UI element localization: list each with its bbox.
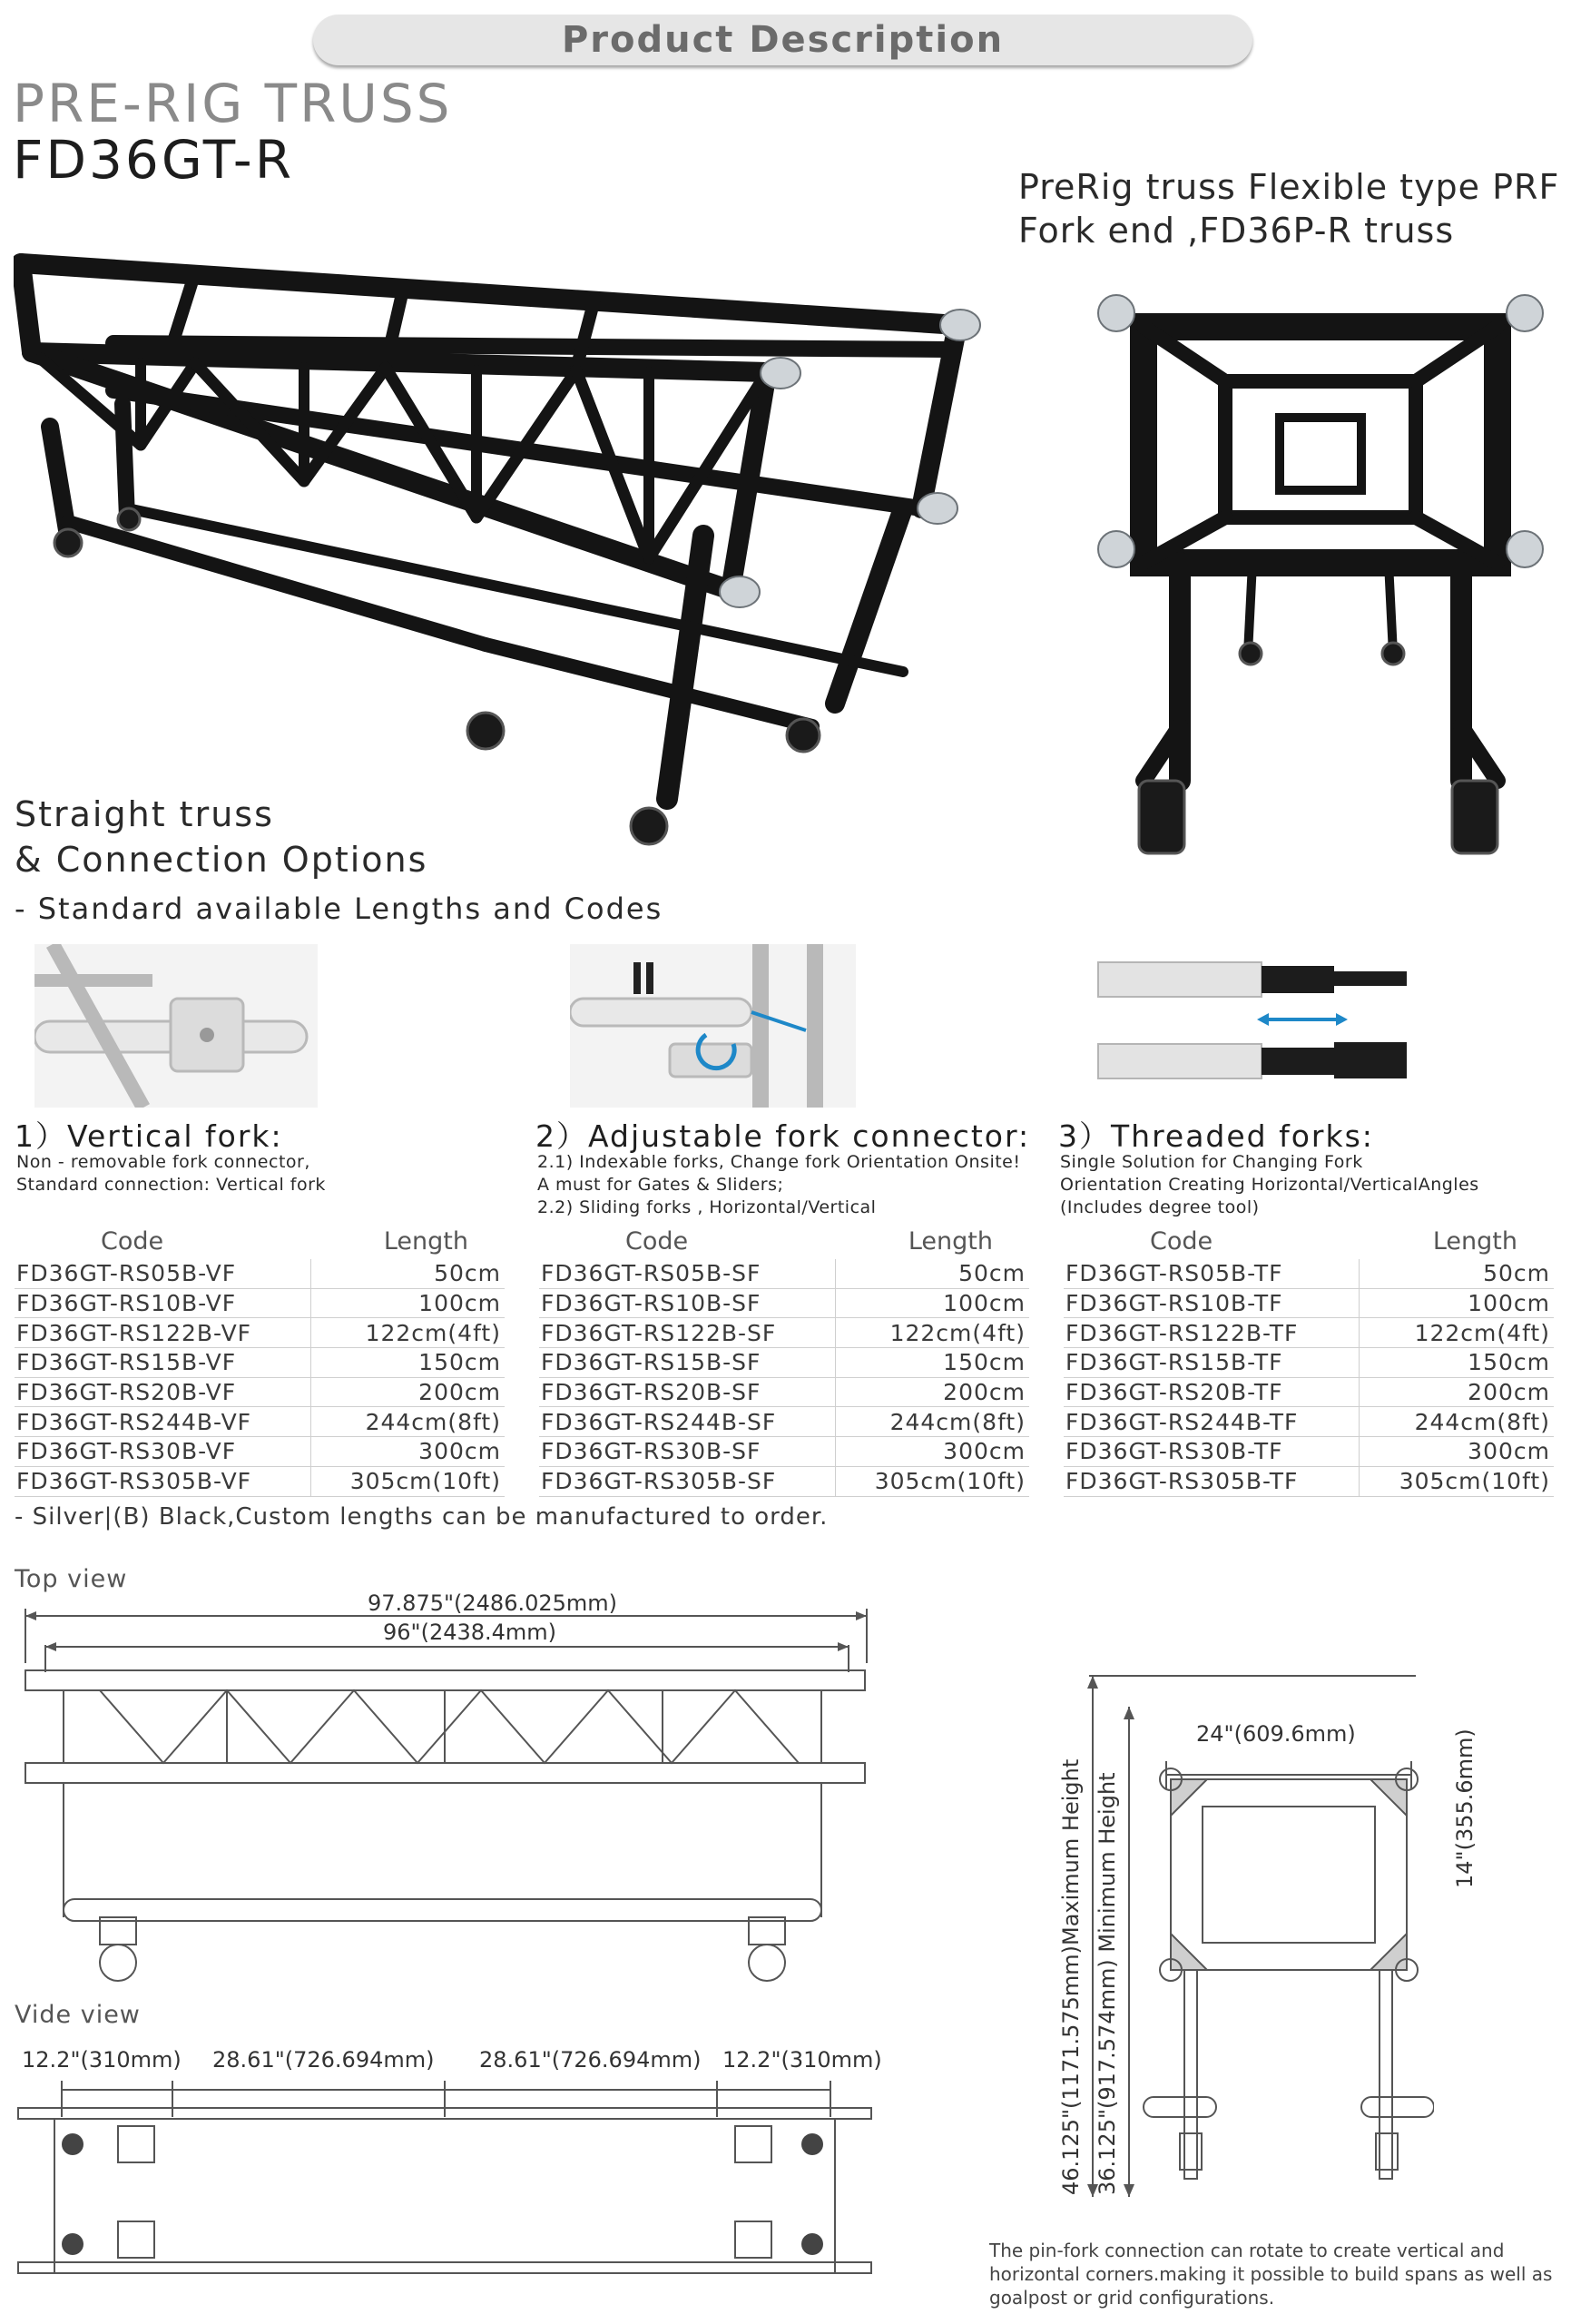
truss-end-photo (1089, 272, 1561, 890)
footer-note: The pin-fork connection can rotate to create vertical and horizontal corners.making it possible to build spans as well as goalpost or grid configurations. (989, 2240, 1553, 2309)
table-row (1064, 1318, 1554, 1348)
length-cell: 200cm (836, 1377, 1029, 1407)
section-heading-line2: & Connection Options (15, 840, 428, 880)
table-row (1064, 1348, 1554, 1378)
code-cell: FD36GT-RS20B-SF (539, 1377, 836, 1407)
table-row (539, 1288, 1029, 1318)
product-model: FD36GT-R (13, 129, 295, 191)
length-cell: 122cm(4ft) (1359, 1318, 1554, 1348)
table-row (539, 1407, 1029, 1437)
option-vertical-fork-desc: Non - removable fork connector, Standard connection: Vertical fork (16, 1152, 326, 1195)
top-dim-overall: 97.875"(2486.025mm) (368, 1590, 618, 1616)
code-cell: FD36GT-RS122B-TF (1064, 1318, 1359, 1348)
side-caption-line2: Fork end ,FD36P-R truss (1018, 211, 1455, 251)
truss-photo (14, 245, 1003, 881)
length-cell: 300cm (311, 1437, 505, 1467)
length-cell: 150cm (1359, 1348, 1554, 1378)
table-row (15, 1259, 505, 1288)
code-header: Code (1150, 1227, 1213, 1256)
side-dim-span-right: 28.61"(726.694mm) (479, 2047, 702, 2073)
option-threaded-fork-title: 3）Threaded forks: (1058, 1118, 1374, 1154)
header-banner (313, 15, 1252, 65)
code-cell: FD36GT-RS05B-TF (1064, 1259, 1359, 1288)
table-row (15, 1466, 505, 1496)
side-dim-end-right: 12.2"(310mm) (722, 2047, 882, 2073)
code-cell: FD36GT-RS05B-SF (539, 1259, 836, 1288)
length-cell: 244cm(8ft) (1359, 1407, 1554, 1437)
side-caption-line1: PreRig truss Flexible type PRF (1018, 167, 1560, 207)
code-cell: FD36GT-RS10B-TF (1064, 1288, 1359, 1318)
code-cell: FD36GT-RS20B-TF (1064, 1377, 1359, 1407)
end-dim-height: 14"(355.6mm) (1452, 1728, 1478, 1888)
side-view-drawing (9, 2063, 880, 2308)
table-row (1064, 1466, 1554, 1496)
table-row (1064, 1259, 1554, 1288)
code-cell: FD36GT-RS15B-SF (539, 1348, 836, 1378)
table-row (15, 1288, 505, 1318)
code-header: Code (625, 1227, 689, 1256)
top-view-drawing (9, 1590, 880, 1990)
table-row (1064, 1377, 1554, 1407)
length-cell: 305cm(10ft) (1359, 1466, 1554, 1496)
length-cell: 122cm(4ft) (311, 1318, 505, 1348)
code-cell: FD36GT-RS305B-SF (539, 1466, 836, 1496)
code-cell: FD36GT-RS244B-TF (1064, 1407, 1359, 1437)
length-cell: 305cm(10ft) (311, 1466, 505, 1496)
product-title: PRE-RIG TRUSS (13, 73, 453, 134)
section-subheading: - Standard available Lengths and Codes (15, 891, 663, 926)
adjustable-fork-photo (570, 944, 856, 1108)
length-cell: 122cm(4ft) (836, 1318, 1029, 1348)
table-row (15, 1377, 505, 1407)
length-header: Length (908, 1227, 993, 1256)
code-cell: FD36GT-RS15B-VF (15, 1348, 311, 1378)
end-dim-max-height: 46.125"(1171.575mm)Maximum Height (1058, 1758, 1084, 2195)
end-dim-width: 24"(609.6mm) (1196, 1721, 1356, 1747)
code-header: Code (101, 1227, 164, 1256)
table-row (539, 1437, 1029, 1467)
vertical-fork-table (15, 1221, 505, 1497)
option-vertical-fork-title: 1）Vertical fork: (15, 1118, 283, 1154)
top-view-label: Top view (15, 1565, 128, 1593)
code-cell: FD36GT-RS30B-TF (1064, 1437, 1359, 1467)
length-header: Length (1432, 1227, 1517, 1256)
table-row (539, 1318, 1029, 1348)
end-dim-min-height: 36.125"(917.574mm) Minimum Height (1095, 1772, 1120, 2195)
table-row (539, 1466, 1029, 1496)
length-header: Length (383, 1227, 468, 1256)
top-dim-inner: 96"(2438.4mm) (383, 1620, 557, 1645)
code-cell: FD36GT-RS30B-SF (539, 1437, 836, 1467)
table-row (15, 1318, 505, 1348)
code-cell: FD36GT-RS122B-VF (15, 1318, 311, 1348)
code-cell: FD36GT-RS305B-TF (1064, 1466, 1359, 1496)
code-cell: FD36GT-RS20B-VF (15, 1377, 311, 1407)
option-adjustable-fork-desc: 2.1) Indexable forks, Change fork Orientation Onsite! A must for Gates & Sliders; 2.2) Sliding forks , Horizontal/Vertical (537, 1152, 1021, 1217)
code-cell: FD36GT-RS244B-VF (15, 1407, 311, 1437)
adjustable-fork-table (539, 1221, 1029, 1497)
length-cell: 300cm (1359, 1437, 1554, 1467)
length-cell: 100cm (311, 1288, 505, 1318)
table-row (1064, 1407, 1554, 1437)
length-cell: 150cm (836, 1348, 1029, 1378)
code-cell: FD36GT-RS244B-SF (539, 1407, 836, 1437)
section-heading-line1: Straight truss (15, 794, 274, 834)
side-view-label: Vide view (15, 2001, 141, 2029)
length-cell: 100cm (836, 1288, 1029, 1318)
length-cell: 200cm (1359, 1377, 1554, 1407)
threaded-fork-photo (1089, 944, 1416, 1108)
option-adjustable-fork-title: 2）Adjustable fork connector: (535, 1118, 1031, 1154)
length-cell: 305cm(10ft) (836, 1466, 1029, 1496)
length-cell: 50cm (1359, 1259, 1554, 1288)
side-dim-span-left: 28.61"(726.694mm) (212, 2047, 435, 2073)
table-row (539, 1348, 1029, 1378)
code-cell: FD36GT-RS05B-VF (15, 1259, 311, 1288)
code-cell: FD36GT-RS10B-SF (539, 1288, 836, 1318)
table-row (539, 1377, 1029, 1407)
code-cell: FD36GT-RS10B-VF (15, 1288, 311, 1318)
table-row (539, 1259, 1029, 1288)
code-cell: FD36GT-RS122B-SF (539, 1318, 836, 1348)
table-row (15, 1407, 505, 1437)
section-heading (15, 792, 427, 882)
option-threaded-fork-desc: Single Solution for Changing Fork Orientation Creating Horizontal/VerticalAngles (Includes degree tool) (1060, 1152, 1479, 1217)
vertical-fork-photo (34, 944, 318, 1108)
code-cell: FD36GT-RS15B-TF (1064, 1348, 1359, 1378)
length-cell: 244cm(8ft) (836, 1407, 1029, 1437)
code-cell: FD36GT-RS30B-VF (15, 1437, 311, 1467)
threaded-fork-table (1064, 1221, 1554, 1497)
length-cell: 50cm (311, 1259, 505, 1288)
table-row (15, 1348, 505, 1378)
table-row (1064, 1288, 1554, 1318)
finish-note: - Silver|(B) Black,Custom lengths can be manufactured to order. (15, 1503, 829, 1531)
side-caption (1018, 165, 1559, 252)
length-cell: 244cm(8ft) (311, 1407, 505, 1437)
length-cell: 300cm (836, 1437, 1029, 1467)
header-title: Product Description (561, 19, 1005, 61)
length-cell: 200cm (311, 1377, 505, 1407)
length-cell: 50cm (836, 1259, 1029, 1288)
code-cell: FD36GT-RS305B-VF (15, 1466, 311, 1496)
table-row (1064, 1437, 1554, 1467)
table-row (15, 1437, 505, 1467)
side-dim-end-left: 12.2"(310mm) (22, 2047, 182, 2073)
length-cell: 150cm (311, 1348, 505, 1378)
length-cell: 100cm (1359, 1288, 1554, 1318)
